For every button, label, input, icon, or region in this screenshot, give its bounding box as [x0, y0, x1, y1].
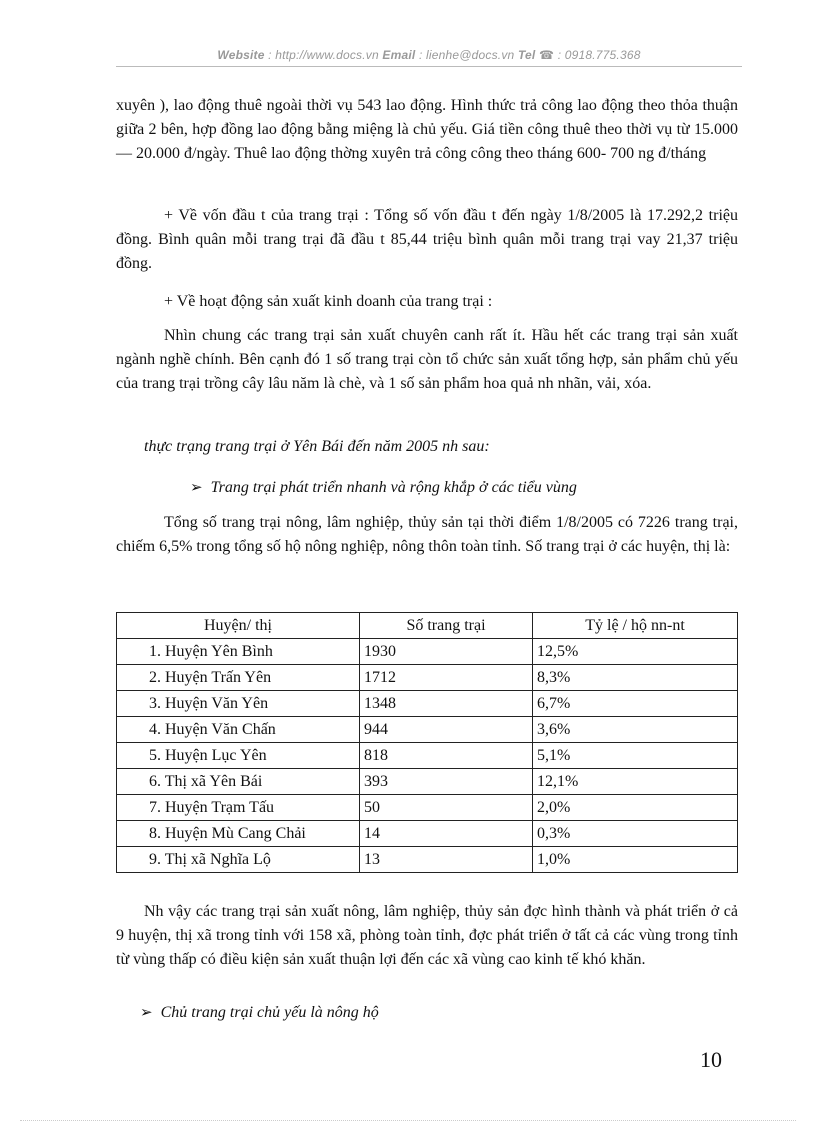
- cell-district: 7. Huyện Trạm Tấu: [117, 795, 360, 821]
- cell-ratio: 12,5%: [533, 639, 738, 665]
- subheading-development-text: Trang trại phát triển nhanh và rộng khắp ở các tiểu vùng: [210, 479, 577, 496]
- col-header-ratio: Tỷ lệ / hộ nn-nt: [533, 613, 738, 639]
- cell-district: 4. Huyện Văn Chấn: [117, 717, 360, 743]
- cell-district: 5. Huyện Lục Yên: [117, 743, 360, 769]
- website-label: Website: [217, 48, 265, 62]
- cell-ratio: 5,1%: [533, 743, 738, 769]
- cell-district: 9. Thị xã Nghĩa Lộ: [117, 847, 360, 873]
- paragraph-overview: Nhìn chung các trang trại sản xuất chuyên canh rất ít. Hầu hết các trang trại sản xuất ngành nghề chính. Bên cạnh đó 1 số trang trại còn tổ chức sản xuất tổng hợp, sản phẩm chủ yếu của trang trại trồng cây lâu năm là chè, và 1 số sản phẩm hoa quả nh nhãn, vải, xóa.: [116, 327, 738, 392]
- table-header-row: [117, 613, 738, 639]
- section-heading: thực trạng trang trại ở Yên Bái đến năm 2005 nh sau:: [144, 438, 490, 455]
- cell-district: 6. Thị xã Yên Bái: [117, 769, 360, 795]
- tel-value: : 0918.775.368: [557, 48, 641, 62]
- subheading-owners: [140, 1003, 379, 1022]
- arrow-bullet-icon: ➢: [190, 480, 203, 496]
- farm-table: [116, 612, 738, 873]
- email-label: Email: [382, 48, 416, 62]
- table-row: [117, 743, 738, 769]
- cell-ratio: 3,6%: [533, 717, 738, 743]
- cell-ratio: 2,0%: [533, 795, 738, 821]
- page-header: [116, 48, 742, 62]
- col-header-district: Huyện/ thị: [117, 613, 360, 639]
- website-value: : http://www.docs.vn: [268, 48, 379, 62]
- table-row: [117, 795, 738, 821]
- paragraph-total-farms: Tổng số trang trại nông, lâm nghiệp, thủy sản tại thời điểm 1/8/2005 có 7226 trang trại, chiếm 6,5% trong tổng số hộ nông nghiệp, nông thôn toàn tỉnh. Số trang trại ở các huyện, thị là:: [116, 514, 738, 555]
- cell-farm-count: 944: [360, 717, 533, 743]
- table-row: [117, 691, 738, 717]
- cell-ratio: 1,0%: [533, 847, 738, 873]
- paragraph-summary: Nh vậy các trang trại sản xuất nông, lâm nghiệp, thủy sản đợc hình thành và phát triển ở cả 9 huyện, thị xã trong tỉnh với 158 xã, phòng toàn tỉnh, đợc phát triển ở tất cả các vùng trong tỉnh từ vùng thấp có điều kiện sản xuất thuận lợi đến các xã vùng cao kinh tế khó khăn.: [116, 903, 738, 968]
- cell-farm-count: 13: [360, 847, 533, 873]
- email-value: : lienhe@docs.vn: [418, 48, 515, 62]
- cell-ratio: 12,1%: [533, 769, 738, 795]
- table-row: [117, 847, 738, 873]
- cell-farm-count: 393: [360, 769, 533, 795]
- table-row: [117, 821, 738, 847]
- paragraph-business-heading: + Về hoạt động sản xuất kinh doanh của trang trại :: [164, 293, 493, 310]
- paragraph-capital: + Về vốn đầu t của trang trại : Tổng số vốn đầu t đến ngày 1/8/2005 là 17.292,2 triệu đồng. Bình quân mỗi trang trại đã đầu t 85,44 triệu bình quân mỗi trang trại vay 21,37 triệu đồng.: [116, 207, 738, 272]
- table-row: [117, 639, 738, 665]
- page-number: 10: [700, 1047, 722, 1072]
- cell-farm-count: 1348: [360, 691, 533, 717]
- header-divider: [116, 66, 742, 67]
- paragraph-labor: xuyên ), lao động thuê ngoài thời vụ 543 lao động. Hình thức trả công lao động theo thỏa thuận giữa 2 bên, hợp đồng lao động bằng miệng là chủ yếu. Giá tiền công thuê theo thời vụ từ 15.000 — 20.000 đ/ngày. Thuê lao động thờng xuyên trả công công theo tháng 600- 700 ng đ/tháng: [116, 97, 738, 162]
- table-row: [117, 665, 738, 691]
- tel-label: Tel ☎: [517, 48, 555, 62]
- cell-district: 1. Huyện Yên Bình: [117, 639, 360, 665]
- col-header-farm-count: Số trang trại: [360, 613, 533, 639]
- cell-farm-count: 14: [360, 821, 533, 847]
- cell-district: 8. Huyện Mù Cang Chải: [117, 821, 360, 847]
- cell-ratio: 0,3%: [533, 821, 738, 847]
- footer-divider: [20, 1120, 796, 1121]
- cell-ratio: 6,7%: [533, 691, 738, 717]
- cell-district: 3. Huyện Văn Yên: [117, 691, 360, 717]
- cell-farm-count: 1930: [360, 639, 533, 665]
- arrow-bullet-icon: ➢: [140, 1005, 153, 1021]
- subheading-owners-text: Chủ trang trại chủ yếu là nông hộ: [160, 1004, 379, 1021]
- cell-farm-count: 818: [360, 743, 533, 769]
- subheading-development: [190, 478, 577, 497]
- table-row: [117, 769, 738, 795]
- cell-district: 2. Huyện Trấn Yên: [117, 665, 360, 691]
- cell-farm-count: 50: [360, 795, 533, 821]
- cell-ratio: 8,3%: [533, 665, 738, 691]
- table-row: [117, 717, 738, 743]
- cell-farm-count: 1712: [360, 665, 533, 691]
